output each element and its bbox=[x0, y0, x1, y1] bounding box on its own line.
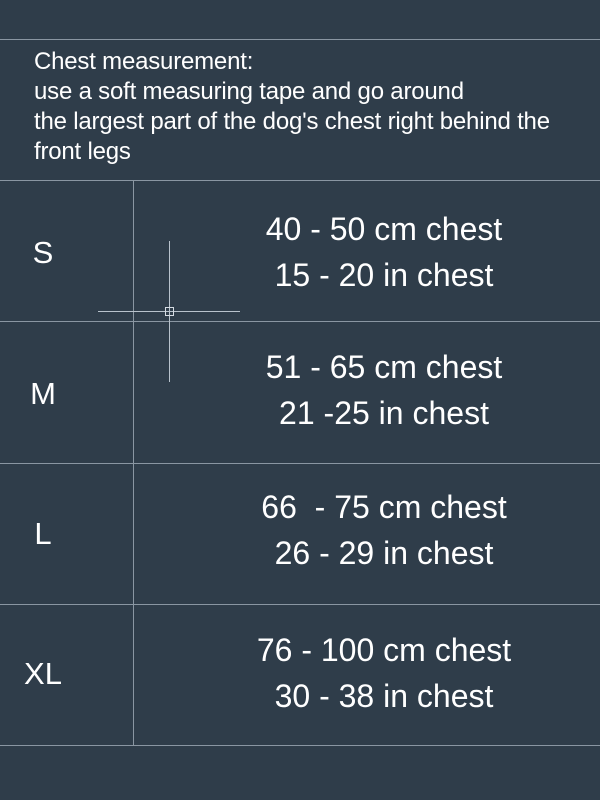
inch-range: 21 -25 in chest bbox=[279, 395, 489, 431]
size-row-l bbox=[0, 463, 600, 604]
instructions-line: use a soft measuring tape and go around bbox=[34, 78, 464, 105]
size-label: S bbox=[32, 235, 54, 270]
measurement-instructions bbox=[34, 47, 550, 167]
inch-range: 26 - 29 in chest bbox=[274, 535, 494, 571]
size-row-xl bbox=[0, 604, 600, 745]
size-measurements bbox=[134, 627, 600, 719]
size-label: XL bbox=[24, 656, 62, 691]
inch-range: 15 - 20 in chest bbox=[274, 257, 494, 293]
crosshair-pickbox bbox=[165, 307, 174, 316]
bottom-divider bbox=[0, 745, 600, 746]
cm-range: 51 - 65 cm chest bbox=[265, 349, 503, 385]
inch-range: 30 - 38 in chest bbox=[274, 678, 494, 714]
size-measurements bbox=[134, 484, 600, 576]
size-label: M bbox=[30, 376, 56, 411]
instructions-line: the largest part of the dog's chest right behind the bbox=[34, 108, 550, 135]
top-divider bbox=[0, 39, 600, 40]
instructions-title: Chest measurement: bbox=[34, 48, 254, 75]
size-measurements bbox=[134, 344, 600, 436]
cm-range: 76 - 100 cm chest bbox=[256, 632, 512, 668]
size-row-m bbox=[0, 321, 600, 463]
cm-range: 40 - 50 cm chest bbox=[265, 211, 503, 247]
size-row-s bbox=[0, 180, 600, 321]
size-measurements bbox=[134, 206, 600, 298]
cm-range: 66 - 75 cm chest bbox=[261, 489, 507, 525]
instructions-line: front legs bbox=[34, 138, 131, 165]
size-label: L bbox=[34, 516, 52, 551]
